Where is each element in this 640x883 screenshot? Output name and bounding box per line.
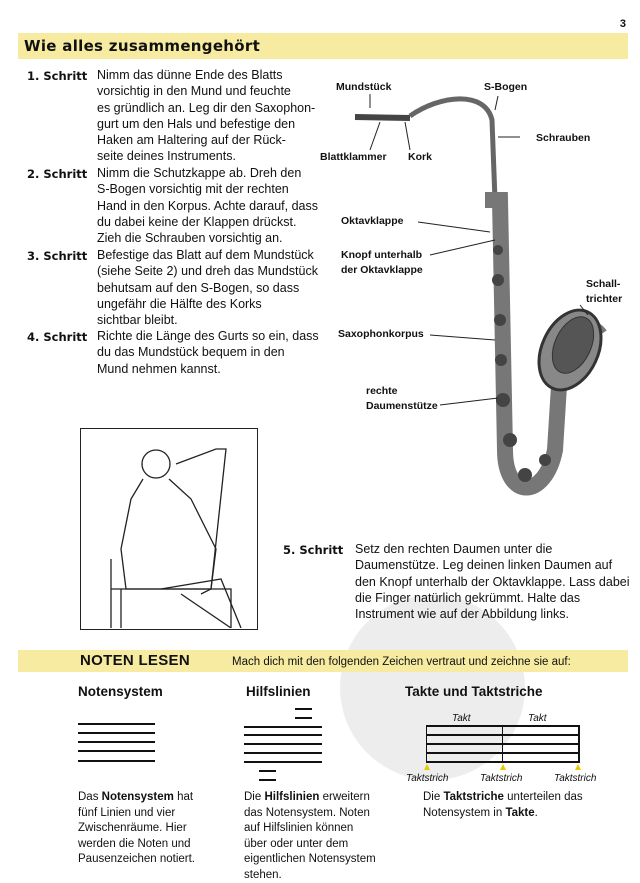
label-knopf: Knopf unterhalb der Oktavklappe xyxy=(341,249,423,276)
text: Die xyxy=(244,791,265,803)
bold-term: Hilfslinien xyxy=(264,791,320,803)
heading-notensystem: Notensystem xyxy=(78,684,163,699)
text: erweitern das Notensystem. Noten auf Hilfslinien können über oder unter dem eigentlichen Notensystem stehen. xyxy=(244,791,376,881)
taktstrich-label-1: Taktstrich xyxy=(406,773,449,784)
bold-term: Taktstriche xyxy=(443,791,504,803)
noten-lesen-title: NOTEN LESEN xyxy=(80,652,190,669)
takt-label-1: Takt xyxy=(452,713,471,724)
step-1-text: Nimm das dünne Ende des Blatts vorsichtig in den Mund und feuchte es gründlich an. Leg dir den Saxophon- gurt um den Hals und befestige den Haken am Haltering auf der Rück- seite deines Instruments. xyxy=(97,68,316,164)
heading-hilfslinien: Hilfslinien xyxy=(246,684,311,699)
text: unterteilen das Notensystem in xyxy=(423,791,583,819)
text: Die xyxy=(423,791,444,803)
bold-term: Takte xyxy=(505,806,535,819)
step-4-text: Richte die Länge des Gurts so ein, dass du das Mundstück bequem in den Mund nehmen kannst. xyxy=(97,329,319,376)
label-s-bogen: S-Bogen xyxy=(484,81,528,93)
label-schrauben: Schrauben xyxy=(536,132,591,144)
takte-description xyxy=(423,790,593,821)
hilfslinien-description xyxy=(244,790,376,883)
step-2-text: Nimm die Schutzkappe ab. Dreh den S-Bogen vorsichtig mit der rechten Hand in den Korpus. Achte darauf, dass du dabei keine der Klappen drückst. Zieh die Schrauben vorsichtig an. xyxy=(97,166,318,246)
section-title: Wie alles zusammengehört xyxy=(24,37,261,55)
label-daumenstuetze: rechte Daumenstütze xyxy=(366,385,438,412)
taktstrich-label-3: Taktstrich xyxy=(554,773,597,784)
text: . xyxy=(534,806,538,819)
step-3-label: 3. Schritt xyxy=(27,249,88,263)
label-korpus: Saxophonkorpus xyxy=(338,328,424,340)
marker-triangle xyxy=(575,764,581,770)
step-2-label: 2. Schritt xyxy=(27,167,88,181)
text: Das xyxy=(78,791,102,803)
marker-triangle xyxy=(500,764,506,770)
step-4-label: 4. Schritt xyxy=(27,330,88,344)
step-5-label: 5. Schritt xyxy=(283,543,344,557)
takt-label-2: Takt xyxy=(528,713,547,724)
player-illustration xyxy=(80,428,258,630)
label-oktavklappe: Oktavklappe xyxy=(341,215,404,227)
step-1-label: 1. Schritt xyxy=(27,69,88,83)
marker-triangle xyxy=(424,764,430,770)
step-5-text: Setz den rechten Daumen unter die Daumenstütze. Leg deinen linken Daumen auf den Knopf unterhalb der Oktavklappe. Lass dabei die Finger natürlich gekrümmt. Halte das Instrument wie auf der Abbildung links. xyxy=(355,542,630,622)
label-mundstueck: Mundstück xyxy=(336,81,392,93)
heading-takte: Takte und Taktstriche xyxy=(405,684,543,699)
label-schalltrichter: Schall- trichter xyxy=(586,278,623,305)
notensystem-description xyxy=(78,790,200,868)
label-kork: Kork xyxy=(408,151,432,163)
taktstrich-end xyxy=(578,725,580,762)
noten-lesen-intro: Mach dich mit den folgenden Zeichen vertraut und zeichne sie auf: xyxy=(232,656,571,668)
taktstrich-label-2: Taktstrich xyxy=(480,773,523,784)
step-3-text: Befestige das Blatt auf dem Mundstück (siehe Seite 2) und dreh das Mundstück behutsam auf den S-Bogen, so dass ungefähr die Hälfte des Korks sichtbar bleibt. xyxy=(97,248,318,328)
saxophone-illustration xyxy=(300,80,623,520)
page-number: 3 xyxy=(619,18,626,30)
text: hat fünf Linien und vier Zwischenräume. Hier werden die Noten und Pausenzeichen notiert. xyxy=(78,791,195,865)
bold-term: Notensystem xyxy=(101,791,174,803)
label-blattklammer: Blattklammer xyxy=(320,151,387,163)
